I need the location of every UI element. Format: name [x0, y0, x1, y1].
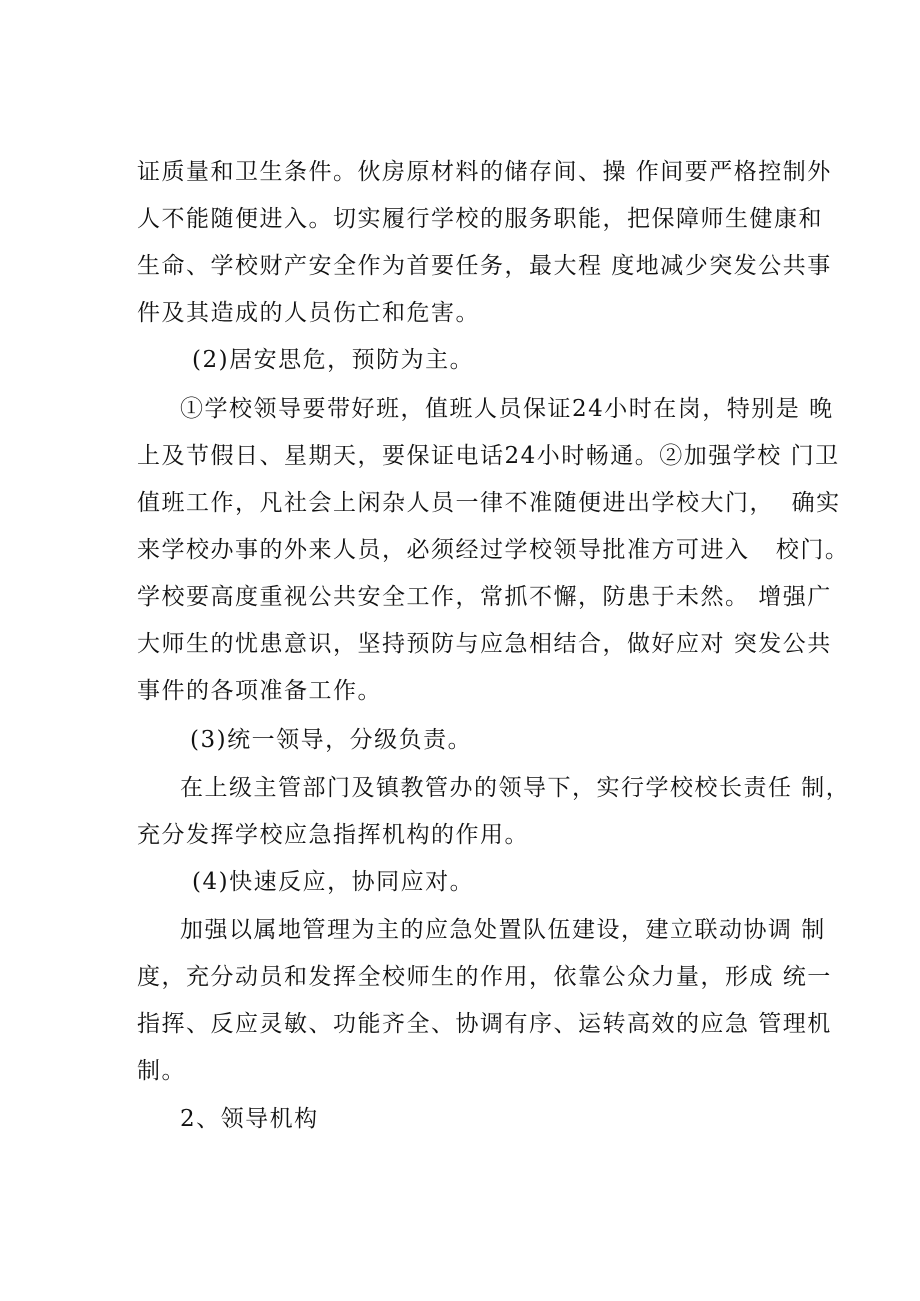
body-line-10: 学校要高度重视公共安全工作，常抓不懈，防患于未然。 增强广	[137, 584, 832, 610]
section-heading-3: (3)统一领导，分级负责。	[190, 727, 473, 753]
body-line-15: 充分发挥学校应急指挥机构的作用。	[137, 822, 529, 848]
body-line-6: ①学校领导要带好班，值班人员保证24小时在岗，特别是 晚	[180, 396, 834, 422]
body-line-7: 上及节假日、星期天，要保证电话24小时畅通。②加强学校 门卫	[137, 443, 840, 469]
section-heading-4: (4)快速反应，协同应对。	[192, 869, 475, 895]
body-line-11: 大师生的忧患意识，坚持预防与应急相结合，做好应对 突发公共	[137, 631, 832, 657]
body-line-9: 来学校办事的外来人员，必须经过学校领导批准方可进入 校门。	[137, 537, 850, 563]
body-line-1: 证质量和卫生条件。伙房原材料的储存间、操 作间要严格控制外	[137, 159, 832, 185]
body-line-20: 制。	[137, 1058, 186, 1084]
body-line-18: 度，充分动员和发挥全校师生的作用，依靠公众力量，形成 统一	[137, 964, 832, 990]
body-line-3: 生命、学校财产安全作为首要任务，最大程 度地减少突发公共事	[137, 253, 832, 279]
body-line-12: 事件的各项准备工作。	[137, 678, 382, 704]
section-heading-2: (2)居安思危，预防为主。	[192, 347, 475, 373]
section-heading-leadership: 2、领导机构	[180, 1106, 319, 1132]
body-line-2: 人不能随便进入。切实履行学校的服务职能，把保障师生健康和	[137, 206, 823, 232]
body-line-4: 件及其造成的人员伤亡和危害。	[137, 300, 480, 326]
body-line-14: 在上级主管部门及镇教管办的领导下，实行学校校长责任 制，	[180, 775, 851, 801]
body-line-8: 值班工作，凡社会上闲杂人员一律不准随便进出学校大门， 确实	[137, 490, 841, 516]
body-line-19: 指挥、反应灵敏、功能齐全、协调有序、运转高效的应急 管理机	[137, 1011, 832, 1037]
body-line-17: 加强以属地管理为主的应急处置队伍建设，建立联动协调 制	[180, 917, 826, 943]
